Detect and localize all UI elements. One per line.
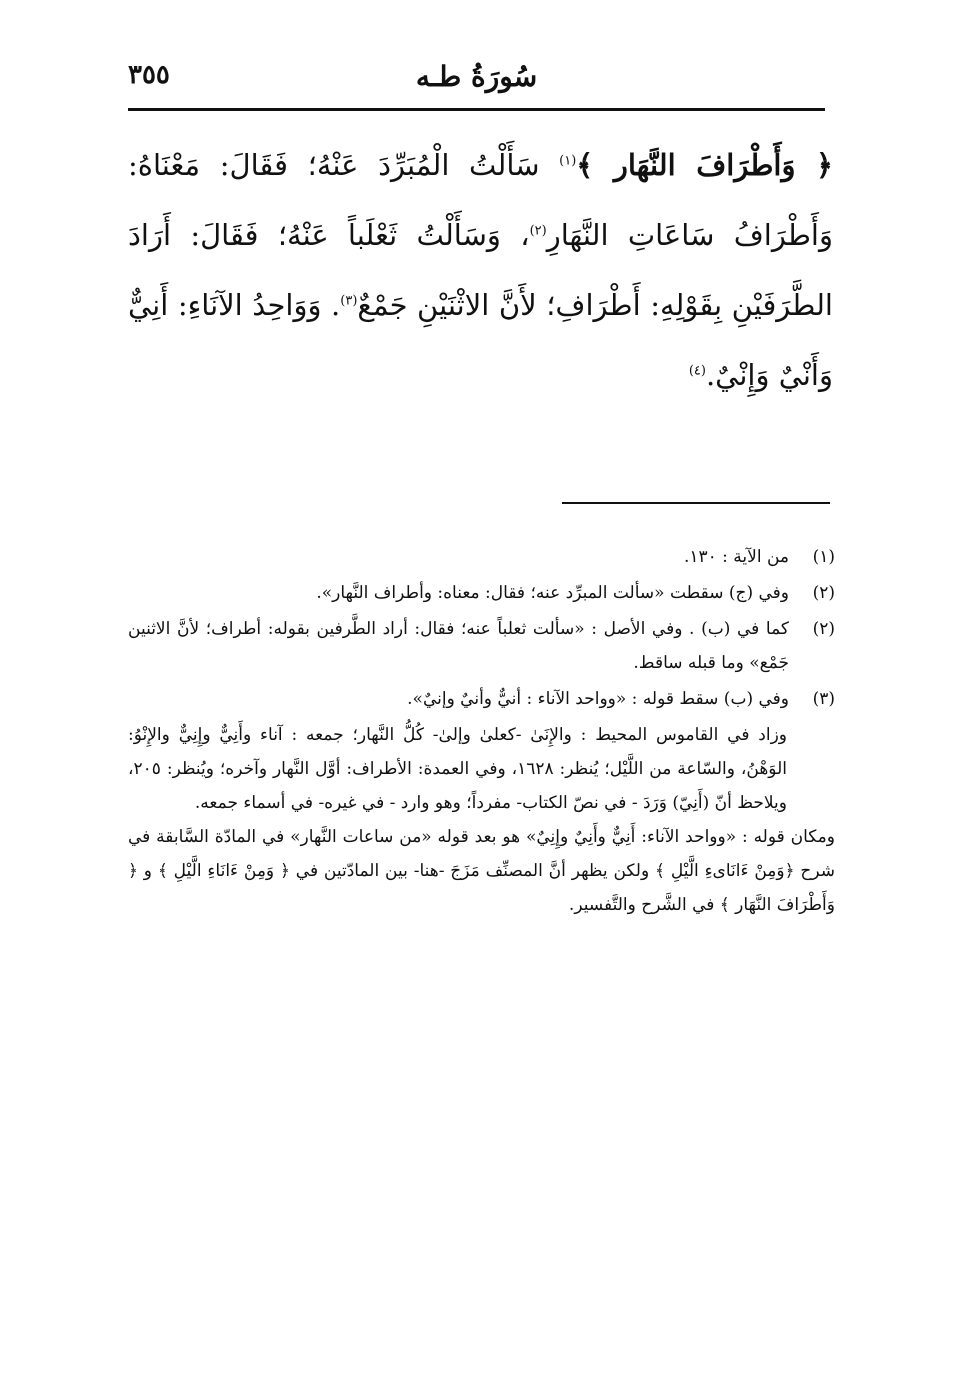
footnote-ref-4[interactable]: (٤) xyxy=(688,363,706,379)
footnote-item xyxy=(128,576,835,610)
footnote-ref-1[interactable]: (١) xyxy=(559,153,577,169)
surah-title: سُورَةُ طـه xyxy=(415,60,538,93)
main-text-part-1: سَأَلْتُ الْمُبَرِّدَ عَنْهُ؛ فَقَالَ: مَعْنَاهُ: وَأَطْرَافُ سَاعَاتِ النَّهَارِ xyxy=(128,148,833,252)
footnote-number: (٢) xyxy=(812,619,835,639)
page-number: ٣٥٥ xyxy=(128,60,170,90)
main-text-part-3: . وَوَاحِدُ الآنَاءِ: أَنِيٌّ وَأَنْيٌ وَإِنْيٌ. xyxy=(128,288,833,392)
footnote-number: (٣) xyxy=(812,689,835,709)
footnote-number: (١) xyxy=(812,547,835,567)
page-header xyxy=(128,52,825,102)
main-text xyxy=(128,130,833,410)
footnote-text: كما في (ب) . وفي الأصل : «سألت ثعلباً عنه؛ فقال: أراد الطَّرفين بقوله: أطراف؛ لأنَّ الاثنين جَمْع» وما قبله ساقط. xyxy=(128,619,789,673)
footnote-paragraph: وزاد في القاموس المحيط : والإِنَىٰ -كعلىٰ وإلىٰ- كُلُّ النَّهار؛ جمعه : آناء وأَنِيٌّ وإِنِيٌّ والإِنْوُ: الوَهْنُ، والسّاعة من اللَّيْل؛ يُنظر: ١٦٢٨، وفي العمدة: الأطراف: أوَّل النَّهار وآخره؛ ويُنظر: ٢٠٥، ويلاحظ أنّ (أَنِيّ) وَرَدَ - في نصّ الكتاب- مفرداً؛ وهو وارد - في غيره- في أسماء جمعه. xyxy=(128,725,787,813)
main-text-part-2: ، وَسَأَلْتُ ثَعْلَباً عَنْهُ؛ فَقَالَ: أَرَادَ الطَّرَفَيْنِ بِقَوْلِهِ: أَطْرَافِ؛ لأَنَّ الاثْنَيْنِ جَمْعٌ xyxy=(128,218,833,322)
footnote-item xyxy=(128,540,835,574)
footnote-ref-3[interactable]: (٣) xyxy=(340,293,358,309)
quran-verse: ﴿ وَأَطْرَافَ النَّهَار ﴾ xyxy=(576,148,833,182)
footnote-divider xyxy=(562,502,830,504)
footnote-number: (٢) xyxy=(812,583,835,603)
footnotes xyxy=(128,540,835,922)
header-divider xyxy=(128,108,825,111)
footnote-item xyxy=(128,612,835,680)
main-paragraph xyxy=(128,130,833,410)
footnote-text: وفي (ج) سقطت «سألت المبرِّد عنه؛ فقال: معناه: وأطراف النَّهار». xyxy=(316,583,789,603)
footnote-paragraph: ومكان قوله : «وواحد الآناء: أَنِيٌّ وأَنِيٌ وإِنِيٌ» هو بعد قوله «من ساعات النَّهار» في المادّة السَّابقة في شرح ﴿وَمِنْ ءَانَاىءِ الَّيْلِ ﴾ ولكن يظهر أنَّ المصنِّف مَزَجَ -هنا- بين المادّتين في ﴿ وَمِنْ ءَانَاءِ الَّيْلِ ﴾ و ﴿ وَأَطْرَافَ النَّهَار ﴾ في الشَّرح والتَّفسير. xyxy=(128,827,835,915)
footnote-text: وفي (ب) سقط قوله : «وواحد الآناء : أنيٌّ وأنيٌ وإنيٌ». xyxy=(407,689,789,709)
footnote-text: من الآية : ١٣٠. xyxy=(683,547,789,567)
footnote-ref-2[interactable]: (٢) xyxy=(529,223,547,239)
footnote-item xyxy=(128,682,835,716)
